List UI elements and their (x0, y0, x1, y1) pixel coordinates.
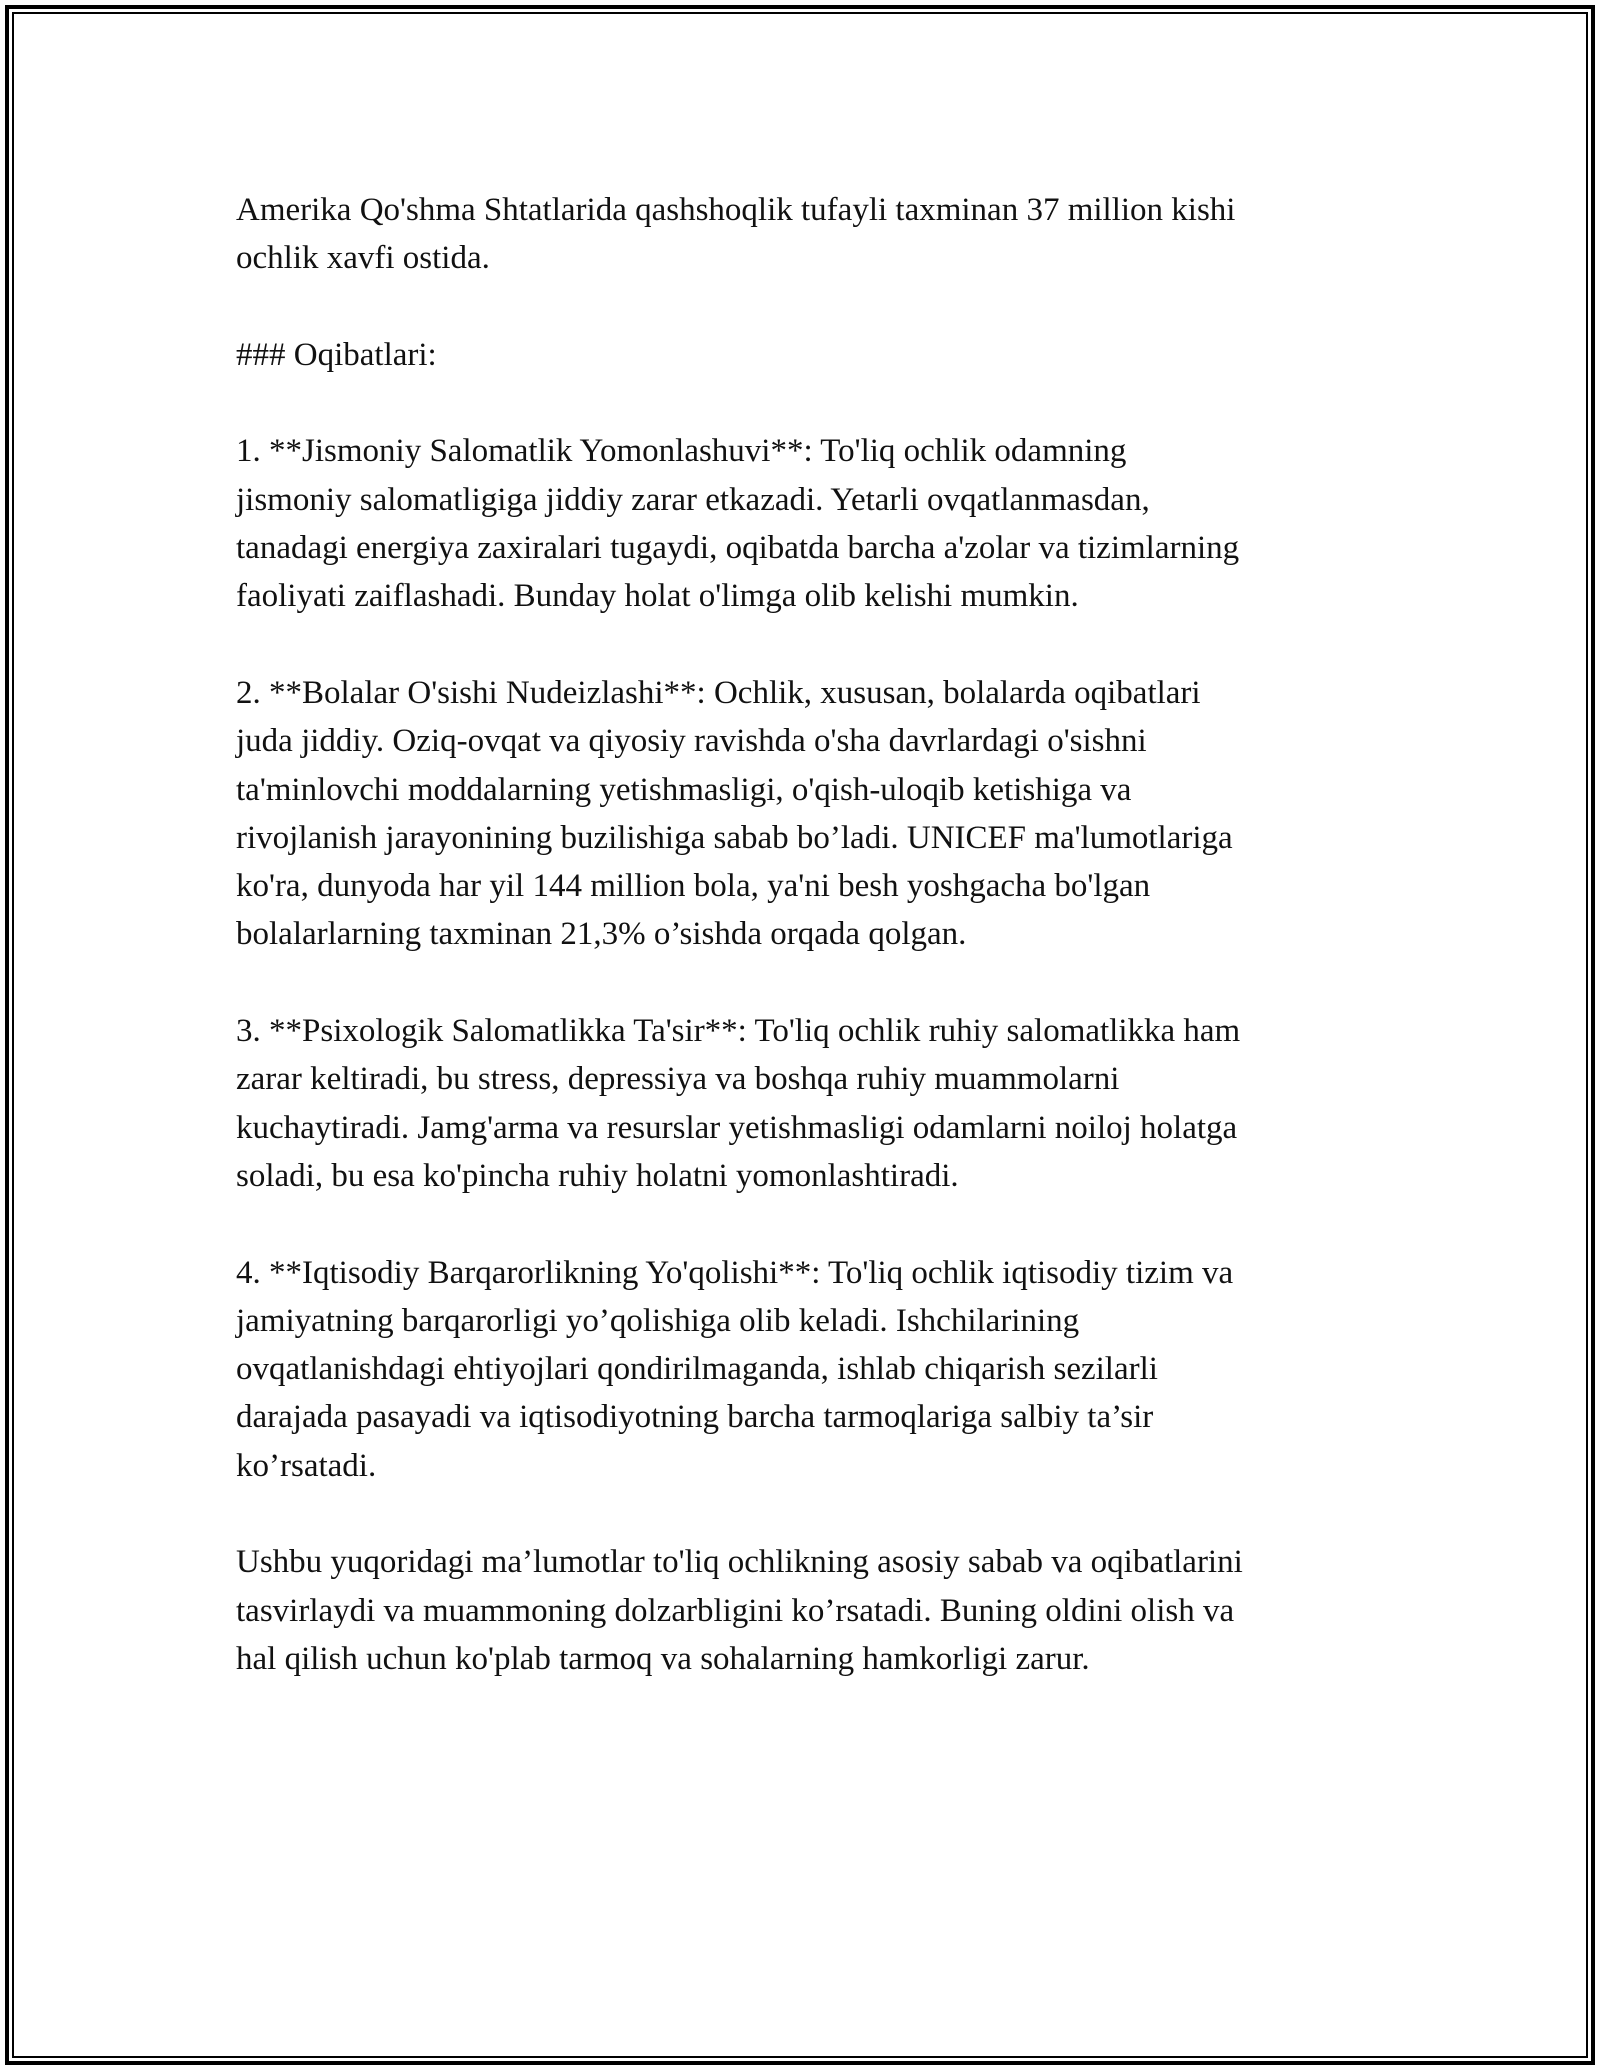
list-item-4: 4. **Iqtisodiy Barqarorlikning Yo'qolishi**: To'liq ochlik iqtisodiy tizim va jamiyatning barqarorligi yo’qolishiga olib keladi. Ishchilarining ovqatlanishdagi ehtiyojlari qondirilmaganda, ishlab chiqarish sezilarli darajada pasayadi va iqtisodiyotning barcha tarmoqlariga salbiy ta’sir ko’rsatadi. (236, 1254, 1234, 1484)
list-item-2: 2. **Bolalar O'sishi Nudeizlashi**: Ochlik, xususan, bolalarda oqibatlari juda jiddiy. Oziq-ovqat va qiyosiy ravishda o'sha davrlardagi o'sishni ta'minlovchi moddalarning yetishmasligi, o'qish-uloqib ketishiga va rivojlanish jarayonining buzilishiga sabab bo’ladi. UNICEF ma'lumotlariga ko'ra, dunyoda har yil 144 million bola, ya'ni besh yoshgacha bo'lgan bolalarlarning taxminan 21,3% o’sishda orqada qolgan. (236, 674, 1233, 953)
intro-paragraph: Amerika Qo'shma Shtatlarida qashshoqlik tufayli taxminan 37 million kishi ochlik xavfi ostida. (236, 192, 1236, 277)
list-item-1: 1. **Jismoniy Salomatlik Yomonlashuvi**: To'liq ochlik odamning jismoniy salomatligiga jiddiy zarar etkazadi. Yetarli ovqatlanmasdan, tanadagi energiya zaxiralari tugaydi, oqibatda barcha a'zolar va tizimlarning faoliyati zaiflashadi. Bunday holat o'limga olib kelishi mumkin. (236, 433, 1240, 615)
list-item-3: 3. **Psixologik Salomatlikka Ta'sir**: To'liq ochlik ruhiy salomatlikka ham zarar keltiradi, bu stress, depressiya va boshqa ruhiy muammolarni kuchaytiradi. Jamg'arma va resurslar yetishmasligi odamlarni noiloj holatga soladi, bu esa ko'pincha ruhiy holatni yomonlashtiradi. (236, 1013, 1241, 1194)
conclusion-paragraph: Ushbu yuqoridagi ma’lumotlar to'liq ochlikning asosiy sabab va oqibatlarini tasvirlaydi va muammoning dolzarbligini ko’rsatadi. Buning oldini olish va hal qilish uchun ko'plab tarmoq va sohalarning hamkorligi zarur. (236, 1544, 1243, 1677)
document-body (236, 186, 1366, 1732)
section-heading: ### Oqibatlari: (236, 336, 437, 373)
